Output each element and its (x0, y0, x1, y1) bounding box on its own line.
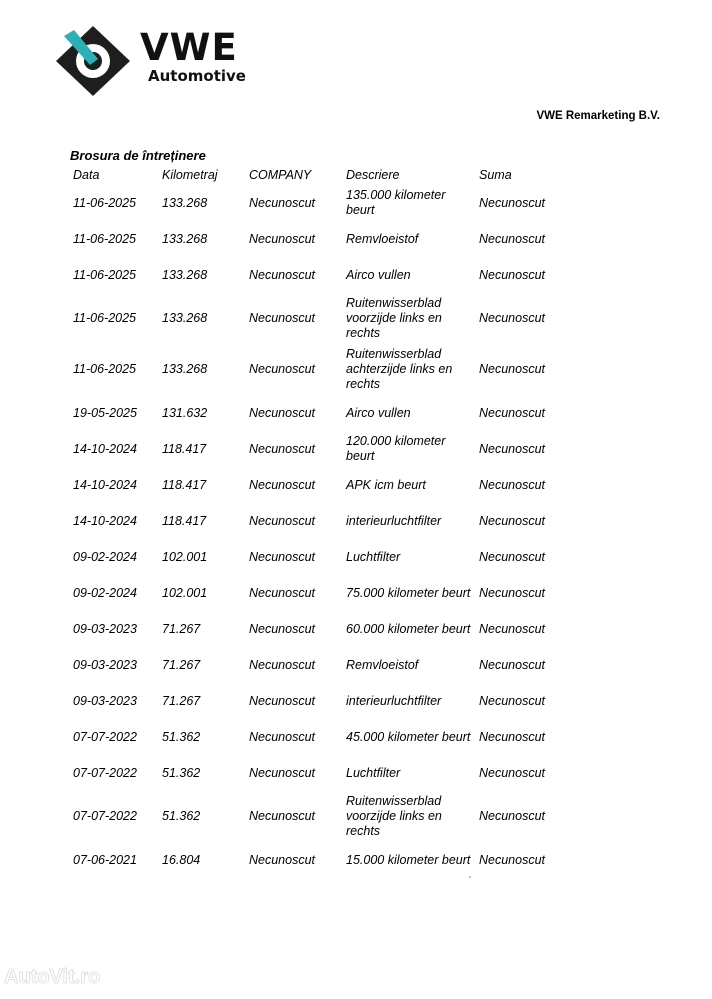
cell-company: Necunoscut (249, 809, 316, 823)
cell-date: 11-06-2025 (73, 362, 137, 376)
cell-mileage: 133.268 (162, 231, 208, 246)
cell-description: Luchtfilter (346, 765, 401, 780)
cell-company: Necunoscut (249, 657, 316, 672)
cell-mileage: 71.267 (162, 621, 201, 636)
cell-mileage: 51.362 (162, 765, 201, 780)
company-name: VWE Remarketing B.V. (536, 110, 660, 122)
cell-company: Necunoscut (249, 362, 316, 376)
cell-amount: Necunoscut (479, 729, 546, 744)
cell-company: Necunoscut (249, 441, 316, 456)
logo-title: VWE (140, 26, 238, 69)
column-header-company: COMPANY (249, 168, 312, 182)
cell-date: 07-07-2022 (73, 809, 137, 823)
cell-date: 09-03-2023 (73, 657, 137, 672)
cell-company: Necunoscut (249, 765, 316, 780)
cell-mileage: 131.632 (162, 405, 208, 420)
column-header-description: Descriere (346, 168, 400, 182)
cell-mileage: 118.417 (162, 477, 207, 492)
cell-description: 60.000 kilometer beurt (346, 621, 471, 636)
column-header-mileage: Kilometraj (162, 168, 218, 182)
cell-date: 09-03-2023 (73, 621, 137, 636)
cell-date: 09-02-2024 (73, 549, 137, 564)
cell-date: 11-06-2025 (73, 311, 137, 325)
cell-company: Necunoscut (249, 231, 316, 246)
cell-description: APK icm beurt (346, 477, 426, 492)
cell-amount: Necunoscut (479, 852, 546, 867)
cell-mileage: 118.417 (162, 513, 207, 528)
vwe-logo-icon (52, 26, 134, 96)
cell-mileage: 51.362 (162, 809, 201, 823)
cell-description: Ruitenwisserblad voorzijde links en rechts (346, 794, 442, 838)
table-row (68, 755, 579, 791)
maintenance-table (68, 165, 579, 878)
cell-company: Necunoscut (249, 852, 316, 867)
cell-amount: Necunoscut (479, 657, 546, 672)
table-row (68, 395, 579, 431)
cell-amount: Necunoscut (479, 621, 546, 636)
table-row (68, 344, 579, 395)
table-row (68, 539, 579, 575)
cell-amount: Necunoscut (479, 195, 546, 210)
cell-amount: Necunoscut (479, 549, 546, 564)
cell-mileage: 102.001 (162, 549, 208, 564)
cell-amount: Necunoscut (479, 231, 546, 246)
table-row (68, 575, 579, 611)
table-row (68, 431, 579, 467)
cell-amount: Necunoscut (479, 765, 546, 780)
column-header-date: Data (73, 168, 100, 182)
cell-description: Ruitenwisserblad achterzijde links en rechts (346, 347, 453, 391)
cell-date: 11-06-2025 (73, 267, 137, 282)
cell-mileage: 71.267 (162, 657, 201, 672)
cell-company: Necunoscut (249, 729, 316, 744)
logo-subtitle: Automotive (148, 67, 246, 85)
table-row (68, 683, 579, 719)
vwe-logo (52, 26, 246, 96)
cell-date: 07-07-2022 (73, 729, 137, 744)
cell-mileage: 118.417 (162, 441, 207, 456)
cell-description: 120.000 kilometer beurt (346, 434, 446, 463)
cell-description: 135.000 kilometer beurt (346, 188, 446, 217)
cell-company: Necunoscut (249, 585, 316, 600)
section-title: Brosura de întreținere (70, 148, 206, 163)
table-row (68, 257, 579, 293)
cell-mileage: 71.267 (162, 693, 201, 708)
cell-amount: Necunoscut (479, 362, 546, 376)
table-row (68, 185, 579, 221)
cell-company: Necunoscut (249, 693, 316, 708)
watermark: AutoVit.ro (4, 966, 101, 988)
table-row (68, 467, 579, 503)
cell-date: 14-10-2024 (73, 477, 137, 492)
table-row (68, 611, 579, 647)
cell-company: Necunoscut (249, 405, 316, 420)
cell-description: Luchtfilter (346, 549, 401, 564)
cell-description: 15.000 kilometer beurt (346, 852, 471, 867)
cell-description: interieurluchtfilter (346, 693, 442, 708)
table-row (68, 293, 579, 344)
cell-description: Airco vullen (346, 405, 411, 420)
cell-description: 75.000 kilometer beurt (346, 585, 471, 600)
cell-mileage: 16.804 (162, 852, 201, 867)
cell-amount: Necunoscut (479, 267, 546, 282)
cell-amount: Necunoscut (479, 513, 546, 528)
cell-date: 11-06-2025 (73, 231, 137, 246)
table-row (68, 791, 579, 842)
cell-description: Airco vullen (346, 267, 411, 282)
table-row (68, 719, 579, 755)
cell-date: 07-06-2021 (73, 852, 137, 867)
cell-date: 14-10-2024 (73, 513, 137, 528)
cell-mileage: 51.362 (162, 729, 201, 744)
cell-mileage: 133.268 (162, 195, 208, 210)
cell-company: Necunoscut (249, 267, 316, 282)
cell-mileage: 102.001 (162, 585, 208, 600)
cell-description: Ruitenwisserblad voorzijde links en rechts (346, 296, 442, 340)
cell-date: 19-05-2025 (73, 405, 137, 420)
cell-mileage: 133.268 (162, 311, 208, 325)
cell-amount: Necunoscut (479, 311, 546, 325)
cell-description: 45.000 kilometer beurt (346, 729, 471, 744)
cell-amount: Necunoscut (479, 441, 546, 456)
cell-mileage: 133.268 (162, 267, 208, 282)
cell-mileage: 133.268 (162, 362, 208, 376)
cell-amount: Necunoscut (479, 477, 546, 492)
cell-description: Remvloeistof (346, 231, 419, 246)
cell-amount: Necunoscut (479, 693, 546, 708)
footnote-mark: " (469, 877, 472, 883)
table-row (68, 842, 579, 878)
cell-amount: Necunoscut (479, 405, 546, 420)
cell-date: 09-02-2024 (73, 585, 137, 600)
column-header-amount: Suma (479, 168, 512, 182)
cell-description: Remvloeistof (346, 657, 419, 672)
cell-company: Necunoscut (249, 477, 316, 492)
cell-amount: Necunoscut (479, 585, 546, 600)
cell-company: Necunoscut (249, 549, 316, 564)
cell-date: 07-07-2022 (73, 765, 137, 780)
table-row (68, 221, 579, 257)
cell-date: 09-03-2023 (73, 693, 137, 708)
table-row (68, 503, 579, 539)
cell-description: interieurluchtfilter (346, 513, 442, 528)
cell-company: Necunoscut (249, 311, 316, 325)
table-header-row (68, 165, 579, 185)
cell-amount: Necunoscut (479, 809, 546, 823)
cell-date: 14-10-2024 (73, 441, 137, 456)
cell-date: 11-06-2025 (73, 195, 137, 210)
table-row (68, 647, 579, 683)
cell-company: Necunoscut (249, 621, 316, 636)
cell-company: Necunoscut (249, 195, 316, 210)
cell-company: Necunoscut (249, 513, 316, 528)
